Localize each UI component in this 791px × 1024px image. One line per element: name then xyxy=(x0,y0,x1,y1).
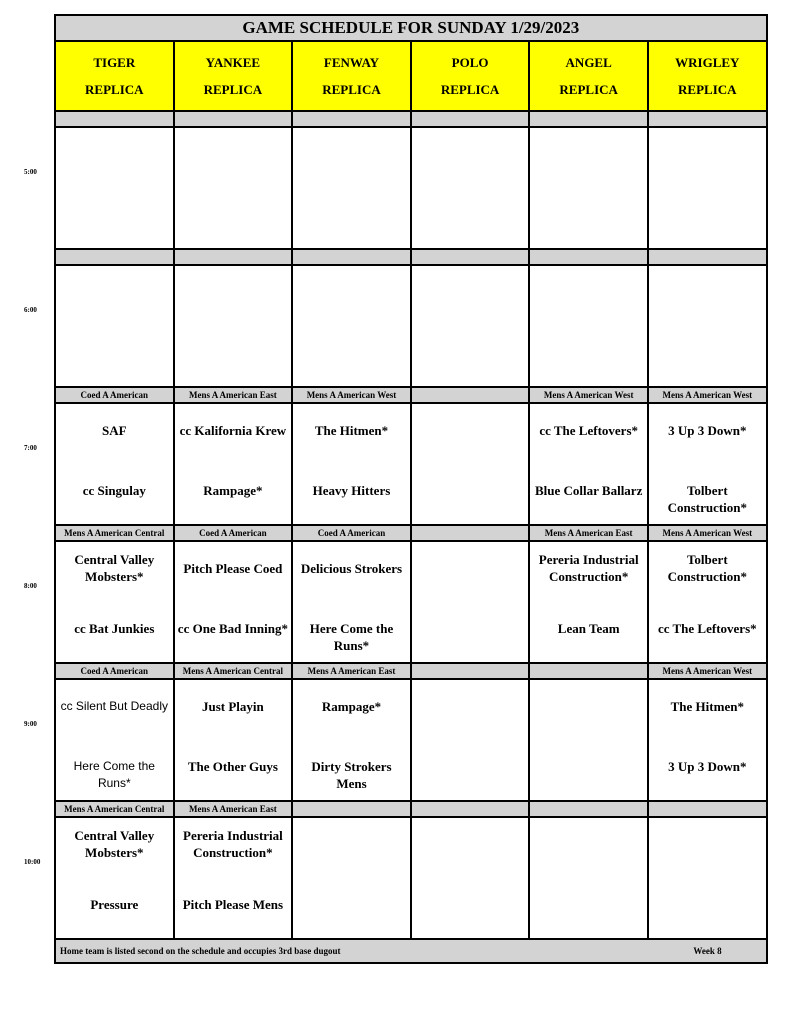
field-name: POLO xyxy=(451,55,489,70)
away-team: Pitch Please Coed xyxy=(183,560,283,576)
division-label xyxy=(411,525,530,541)
field-name: FENWAY xyxy=(323,55,380,70)
home-team: Here Come the Runs* xyxy=(309,621,394,653)
division-row xyxy=(55,663,767,679)
division-label xyxy=(411,111,530,127)
field-header-polo xyxy=(411,41,530,111)
field-subtitle: REPLICA xyxy=(440,82,500,97)
away-team: SAF xyxy=(102,422,127,438)
time-label: 10:00 xyxy=(24,858,41,866)
game-cell xyxy=(529,127,648,249)
game-slot-row xyxy=(55,541,767,663)
division-label xyxy=(411,801,530,817)
game-cell xyxy=(648,679,767,801)
away-team: The Hitmen* xyxy=(670,698,744,714)
game-cell xyxy=(292,403,411,525)
home-team: cc One Bad Inning* xyxy=(177,621,288,636)
footer-cell xyxy=(55,939,767,963)
home-team: Lean Team xyxy=(557,621,620,636)
home-team: cc Singulay xyxy=(82,483,146,498)
field-header-row xyxy=(55,41,767,111)
away-team: Delicious Strokers xyxy=(300,560,403,576)
away-team: Rampage* xyxy=(321,698,382,714)
division-label xyxy=(174,249,293,265)
home-team: The Other Guys xyxy=(187,759,278,774)
game-cell xyxy=(292,817,411,939)
home-team: 3 Up 3 Down* xyxy=(668,759,747,774)
division-label xyxy=(648,801,767,817)
game-cell xyxy=(174,403,293,525)
time-label: 9:00 xyxy=(24,720,37,728)
home-team: Here Come the Runs* xyxy=(73,759,155,790)
away-team: cc Kalifornia Krew xyxy=(179,422,287,438)
game-cell xyxy=(648,265,767,387)
schedule-table xyxy=(54,14,768,964)
game-cell xyxy=(411,541,530,663)
away-team: Central Valley Mobsters* xyxy=(74,552,155,584)
division-label: Mens A American West xyxy=(648,387,767,403)
home-team: Pitch Please Mens xyxy=(182,897,284,912)
game-cell xyxy=(648,541,767,663)
division-label xyxy=(529,663,648,679)
division-label: Mens A American West xyxy=(292,387,411,403)
game-cell xyxy=(55,541,174,663)
division-label: Mens A American Central xyxy=(55,525,174,541)
game-cell xyxy=(174,817,293,939)
game-cell xyxy=(529,817,648,939)
division-label xyxy=(411,663,530,679)
time-label: 5:00 xyxy=(24,168,37,176)
field-subtitle: REPLICA xyxy=(203,82,263,97)
away-team: cc The Leftovers* xyxy=(539,422,639,438)
division-label xyxy=(529,111,648,127)
game-cell xyxy=(174,265,293,387)
away-team: Tolbert Construction* xyxy=(667,552,748,584)
division-label xyxy=(411,249,530,265)
division-label: Mens A American East xyxy=(292,663,411,679)
field-header-angel xyxy=(529,41,648,111)
division-label xyxy=(648,111,767,127)
title-row xyxy=(55,15,767,41)
away-team: cc Silent But Deadly xyxy=(60,698,168,713)
home-team: Dirty Strokers Mens xyxy=(311,759,392,791)
game-slot-row xyxy=(55,679,767,801)
field-name: WRIGLEY xyxy=(675,55,740,70)
game-cell xyxy=(411,679,530,801)
division-label: Mens A American East xyxy=(174,387,293,403)
game-cell xyxy=(174,127,293,249)
division-row xyxy=(55,801,767,817)
division-label xyxy=(529,249,648,265)
division-label: Mens A American Central xyxy=(174,663,293,679)
division-label: Coed A American xyxy=(174,525,293,541)
game-cell xyxy=(529,541,648,663)
game-cell xyxy=(55,127,174,249)
home-team: Blue Collar Ballarz xyxy=(534,483,643,498)
game-cell xyxy=(292,541,411,663)
division-row xyxy=(55,111,767,127)
week-label: Week 8 xyxy=(693,946,722,956)
division-label xyxy=(411,387,530,403)
footer-row xyxy=(55,939,767,963)
time-label: 7:00 xyxy=(24,444,37,452)
home-team: Pressure xyxy=(90,897,139,912)
game-cell xyxy=(411,127,530,249)
home-team: cc Bat Junkies xyxy=(74,621,155,636)
division-label xyxy=(174,111,293,127)
game-slot-row xyxy=(55,817,767,939)
game-cell xyxy=(648,817,767,939)
field-subtitle: REPLICA xyxy=(559,82,618,97)
division-label: Mens A American West xyxy=(648,663,767,679)
division-label: Mens A American Central xyxy=(55,801,174,817)
game-slot-row xyxy=(55,127,767,249)
division-row xyxy=(55,387,767,403)
game-cell xyxy=(55,679,174,801)
field-subtitle: REPLICA xyxy=(85,82,144,97)
division-label: Mens A American East xyxy=(529,525,648,541)
division-label xyxy=(529,801,648,817)
field-name: TIGER xyxy=(93,55,136,70)
page-title: GAME SCHEDULE FOR SUNDAY 1/29/2023 xyxy=(55,15,767,41)
division-label xyxy=(55,249,174,265)
home-team: Heavy Hitters xyxy=(312,483,391,498)
time-label: 8:00 xyxy=(24,582,37,590)
game-cell xyxy=(529,403,648,525)
game-cell xyxy=(411,265,530,387)
division-label xyxy=(648,249,767,265)
division-label: Mens A American West xyxy=(529,387,648,403)
field-header-fenway xyxy=(292,41,411,111)
field-name: YANKEE xyxy=(205,55,261,70)
game-cell xyxy=(292,127,411,249)
away-team: Pereria Industrial Construction* xyxy=(538,552,639,584)
game-slot-row xyxy=(55,265,767,387)
division-label: Coed A American xyxy=(292,525,411,541)
division-label xyxy=(292,249,411,265)
game-cell xyxy=(292,679,411,801)
game-cell xyxy=(411,817,530,939)
away-team: Pereria Industrial Construction* xyxy=(183,828,283,860)
away-team: Central Valley Mobsters* xyxy=(74,828,155,860)
game-cell xyxy=(55,403,174,525)
game-cell xyxy=(648,403,767,525)
field-header-yankee xyxy=(174,41,293,111)
home-team-note: Home team is listed second on the schedule and occupies 3rd base dugout xyxy=(60,946,341,956)
game-cell xyxy=(529,679,648,801)
field-header-wrigley xyxy=(648,41,767,111)
game-cell xyxy=(648,127,767,249)
home-team: Tolbert Construction* xyxy=(667,483,748,515)
division-row xyxy=(55,249,767,265)
home-team: Rampage* xyxy=(203,483,263,498)
game-slot-row xyxy=(55,403,767,525)
away-team: The Hitmen* xyxy=(314,422,389,438)
game-cell xyxy=(174,679,293,801)
game-cell xyxy=(411,403,530,525)
game-cell xyxy=(55,265,174,387)
away-team: 3 Up 3 Down* xyxy=(668,422,747,438)
game-cell xyxy=(55,817,174,939)
division-label: Coed A American xyxy=(55,663,174,679)
division-label xyxy=(292,111,411,127)
game-cell xyxy=(529,265,648,387)
away-team: Just Playin xyxy=(202,698,264,714)
time-label: 6:00 xyxy=(24,306,37,314)
division-label xyxy=(55,111,174,127)
home-team: cc The Leftovers* xyxy=(657,621,757,636)
game-cell xyxy=(292,265,411,387)
field-subtitle: REPLICA xyxy=(678,82,737,97)
game-cell xyxy=(174,541,293,663)
division-label xyxy=(292,801,411,817)
field-header-tiger xyxy=(55,41,174,111)
field-name: ANGEL xyxy=(565,55,612,70)
division-label: Mens A American West xyxy=(648,525,767,541)
field-subtitle: REPLICA xyxy=(322,82,381,97)
division-label: Mens A American East xyxy=(174,801,293,817)
division-row xyxy=(55,525,767,541)
division-label: Coed A American xyxy=(55,387,174,403)
